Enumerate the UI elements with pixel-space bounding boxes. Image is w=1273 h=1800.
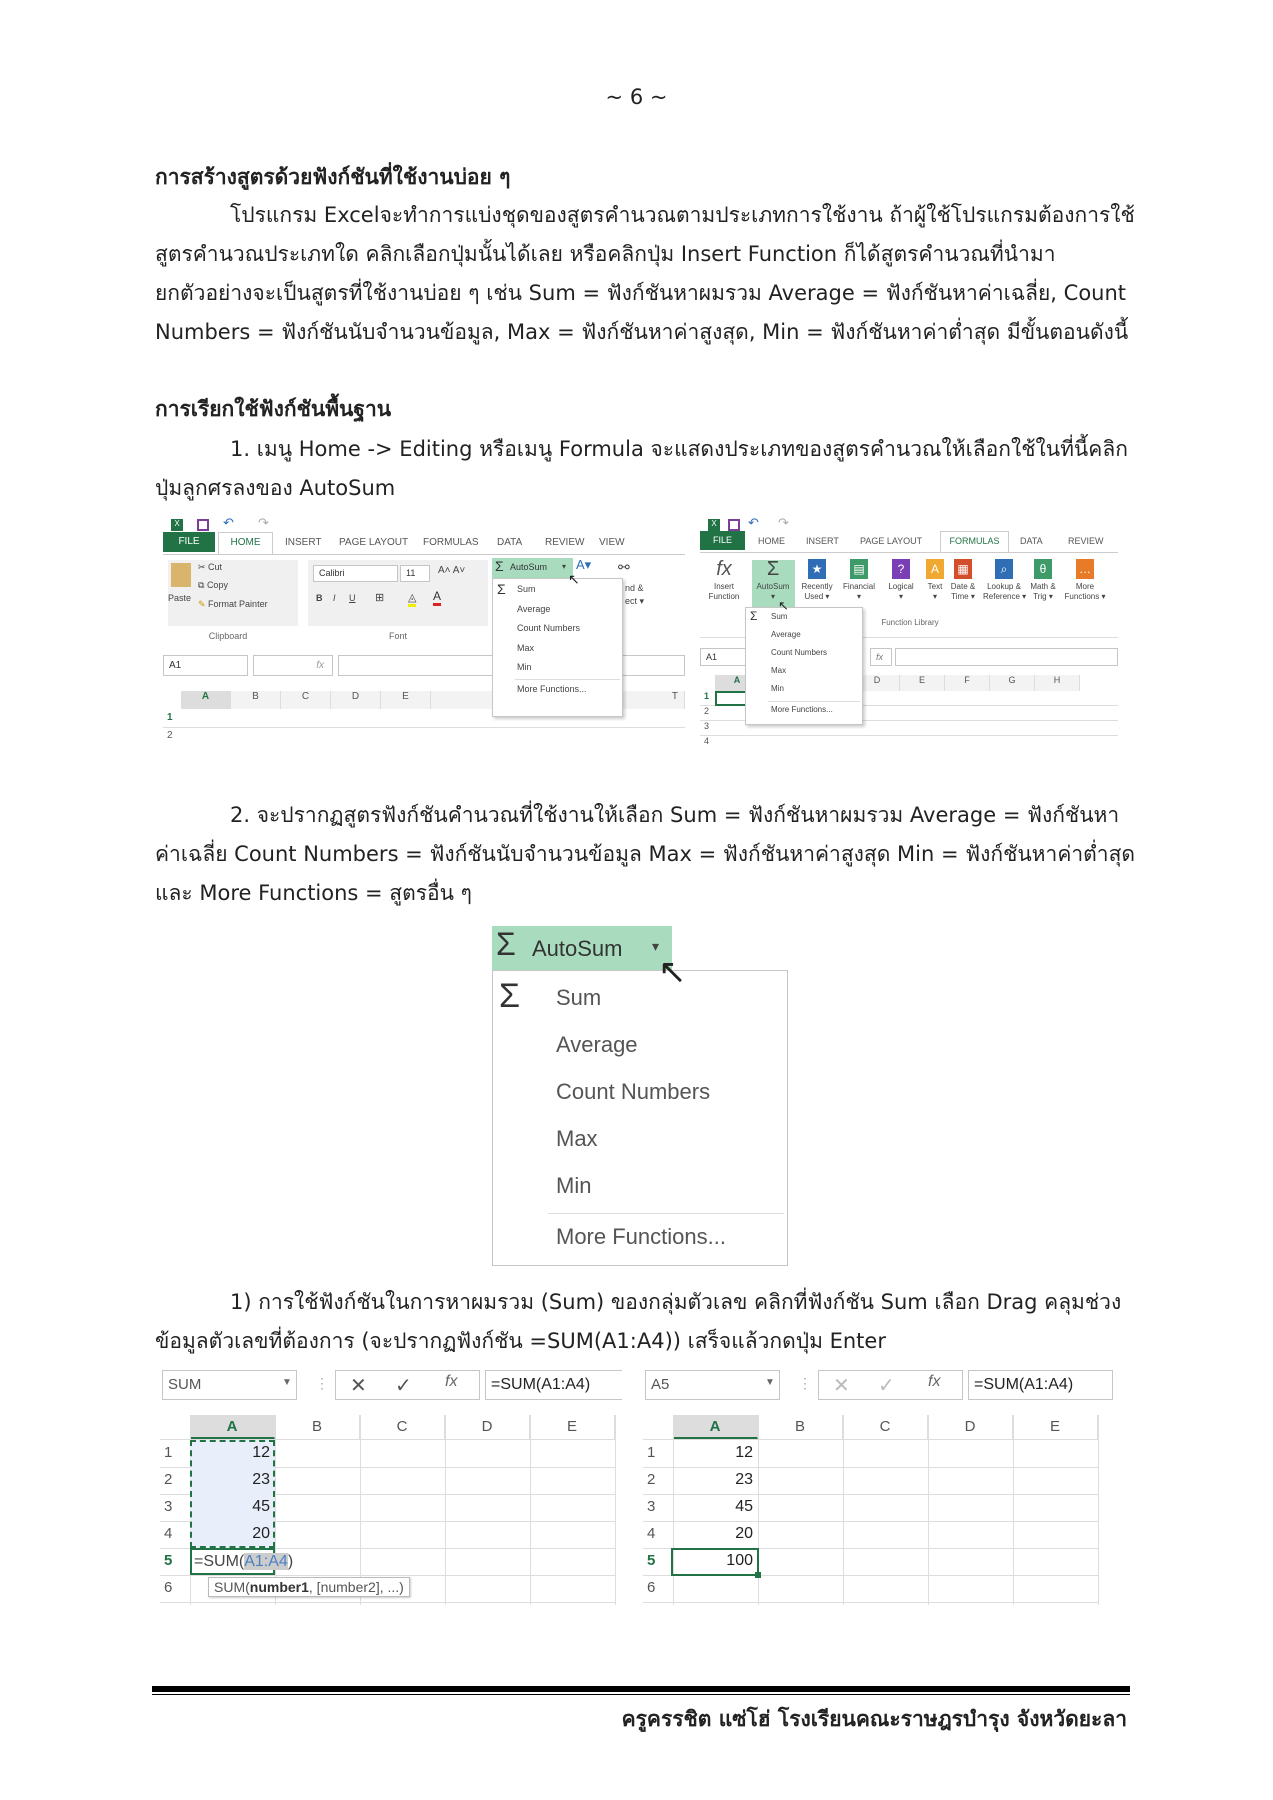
gridline (1013, 1415, 1014, 1605)
footer-author: ครูครรชิต แซ่โฮ่ โรงเรียนคณะราษฎรบำรุง จังหวัดยะลา (621, 1707, 1127, 1731)
enter-check-icon[interactable]: ✓ (395, 1375, 412, 1397)
paste-button[interactable]: Paste (168, 593, 192, 603)
autosum-label: AutoSum (510, 562, 548, 572)
menu-item-more-functions[interactable]: More Functions... (556, 1224, 726, 1249)
tab-insert[interactable]: INSERT (285, 537, 322, 548)
autosum-label: AutoSum (532, 936, 623, 961)
ribbon-button-financial[interactable] (838, 557, 880, 605)
button-label: Function (708, 592, 740, 601)
column-header[interactable]: A (190, 1415, 275, 1439)
format-painter-button[interactable] (198, 599, 268, 610)
column-header[interactable]: C (843, 1415, 928, 1439)
cell-value[interactable]: 100 (726, 1552, 753, 1569)
column-header[interactable]: A (715, 675, 760, 691)
undo-icon[interactable]: ↶ (748, 515, 759, 530)
function-category-icon: ▤ (850, 559, 868, 579)
chevron-down-icon[interactable]: ▼ (282, 1377, 292, 1388)
excel-logo-icon: X (708, 519, 720, 531)
function-category-icon: ? (892, 559, 910, 579)
ribbon-button-math[interactable] (1022, 557, 1064, 605)
button-label: Logical (888, 582, 914, 591)
gridline (643, 1467, 1098, 1468)
paragraph-line: 1) การใช้ฟังก์ชันในการหาผมรวม (Sum) ของกลุ่มตัวเลข คลิกที่ฟังก์ชัน Sum เลือก Drag คลุมช่วง (230, 1290, 1122, 1314)
ribbon-button-more[interactable] (1064, 557, 1106, 605)
column-header[interactable]: D (928, 1415, 1013, 1439)
button-label: Functions ▾ (1064, 592, 1106, 601)
tab-file[interactable]: FILE (700, 531, 745, 550)
tab-formulas[interactable]: FORMULAS (940, 531, 1009, 552)
save-icon[interactable] (197, 519, 209, 531)
scissors-icon: ✂ (198, 562, 209, 572)
formula-bar[interactable]: =SUM(A1:A4) (485, 1370, 622, 1400)
row-header[interactable]: 2 (704, 706, 710, 716)
column-header[interactable]: E (1013, 1415, 1098, 1439)
gridline (1098, 1415, 1099, 1605)
tooltip-text: SUM( (214, 1579, 250, 1595)
copy-label: Copy (206, 580, 228, 590)
column-header[interactable]: C (281, 691, 331, 709)
row-header[interactable]: 4 (704, 736, 710, 745)
button-label: Time ▾ (951, 592, 975, 601)
italic-button[interactable]: I (333, 593, 336, 603)
function-tooltip (208, 1577, 410, 1597)
cancel-icon[interactable]: ✕ (833, 1375, 850, 1397)
row-header[interactable]: 6 (164, 1579, 173, 1596)
grow-font-icon[interactable]: A˄ A˅ (438, 565, 466, 576)
button-label: ▾ (856, 592, 861, 601)
excel-logo-icon: X (171, 519, 183, 531)
autosum-button[interactable] (492, 558, 573, 578)
function-category-icon: ⌕ (995, 559, 1013, 579)
font-color-icon[interactable]: A (433, 589, 441, 606)
tab-page-layout[interactable]: PAGE LAYOUT (860, 536, 923, 546)
autosum-button[interactable] (492, 926, 672, 970)
row-header[interactable]: 6 (647, 1579, 656, 1596)
button-label: ▾ (770, 592, 775, 601)
paragraph-line: และ More Functions = สูตรอื่น ๆ (155, 881, 472, 905)
tab-home[interactable]: HOME (218, 532, 273, 554)
find-select-label: ect ▾ (625, 596, 645, 606)
ribbon-button-insert[interactable] (700, 557, 748, 605)
column-header[interactable]: E (900, 675, 945, 691)
fx-icon[interactable]: fx (445, 1373, 458, 1390)
copy-icon: ⧉ (198, 580, 207, 590)
row-header[interactable]: 2 (164, 1471, 173, 1488)
row-header[interactable]: 3 (647, 1498, 656, 1515)
menu-item-count-numbers[interactable]: Count Numbers (517, 623, 581, 633)
column-header[interactable]: T (431, 691, 685, 709)
format-painter-label: Format Painter (208, 599, 268, 609)
tab-review[interactable]: REVIEW (545, 537, 585, 548)
menu-item-average[interactable]: Average (771, 630, 801, 639)
cell-value[interactable]: 20 (252, 1525, 270, 1542)
excel-home-ribbon-screenshot (163, 515, 685, 745)
formula-bar[interactable]: =SUM(A1:A4) (968, 1370, 1113, 1400)
column-header[interactable]: E (530, 1415, 615, 1439)
cell-value[interactable]: 12 (252, 1444, 270, 1461)
editing-cell[interactable] (190, 1548, 294, 1575)
tab-file[interactable]: FILE (163, 532, 215, 552)
brush-icon: ✎ (198, 599, 209, 609)
column-header[interactable]: F (945, 675, 990, 691)
name-box[interactable]: A5 (645, 1370, 780, 1400)
column-header[interactable]: D (331, 691, 381, 709)
footer-rule (152, 1686, 1130, 1692)
button-label: ▾ (932, 592, 937, 601)
name-box[interactable]: A1 (163, 655, 248, 676)
function-category-icon: ▦ (954, 559, 972, 579)
menu-item-average[interactable]: Average (556, 1032, 638, 1057)
find-binoculars-icon[interactable]: ⚯ (618, 559, 630, 575)
paragraph-line: ค่าเฉลี่ย Count Numbers = ฟังก์ชันนับจำนวนข้อมูล Max = ฟังก์ชันหาค่าสูงสุด Min = ฟังก์ชันหาค่าต่ำสุด (155, 842, 1136, 866)
function-category-icon: fx (716, 558, 732, 580)
paragraph-line: ปุ่มลูกศรลงของ AutoSum (155, 476, 396, 500)
mouse-cursor-icon: ↖ (568, 571, 580, 587)
row-header[interactable]: 5 (164, 1552, 173, 1569)
sigma-icon: Σ (495, 558, 504, 574)
font-name-select[interactable]: Calibri (313, 565, 398, 582)
row-header[interactable]: 1 (164, 1444, 173, 1461)
button-label: Date & (950, 582, 976, 591)
paragraph-line: สูตรคำนวณประเภทใด คลิกเลือกปุ่มนั้นได้เลย หรือคลิกปุ่ม Insert Function ก็ได้สูตรคำนวณที่นำมา (155, 242, 1056, 266)
font-size-select[interactable]: 11 (400, 565, 430, 582)
row-header[interactable]: 5 (647, 1552, 656, 1569)
autosum-dropdown-menu (492, 578, 623, 717)
formula-text: =SUM( (194, 1553, 245, 1570)
sum-edit-sheet-screenshot (160, 1365, 622, 1610)
tab-formulas[interactable]: FORMULAS (423, 537, 479, 548)
cell-value[interactable]: 20 (735, 1525, 753, 1542)
paragraph-line: ยกตัวอย่างจะเป็นสูตรที่ใช้งานบ่อย ๆ เช่น Sum = ฟังก์ชันหาผมรวม Average = ฟังก์ชันหาค่าเฉลี่ย, Count (155, 281, 1127, 305)
tab-insert[interactable]: INSERT (806, 536, 839, 546)
sum-result-sheet-screenshot (643, 1365, 1115, 1610)
section-heading: การเรียกใช้ฟังก์ชันพื้นฐาน (155, 397, 392, 421)
gridline (928, 1415, 929, 1605)
column-header[interactable]: A (181, 691, 231, 709)
column-header[interactable]: B (231, 691, 281, 709)
footer-rule (152, 1694, 1130, 1695)
row-header[interactable]: 1 (167, 712, 173, 723)
cell-value[interactable]: 45 (735, 1498, 753, 1515)
fill-color-icon[interactable]: ◬ (408, 591, 416, 607)
column-header[interactable]: B (275, 1415, 360, 1439)
sigma-icon: Σ (499, 977, 521, 1015)
chevron-down-icon: ▾ (652, 938, 660, 954)
menu-item-min[interactable]: Min (517, 662, 532, 672)
gridline (843, 1415, 844, 1605)
column-header[interactable]: A (673, 1415, 758, 1439)
autosum-dropdown-menu (745, 607, 863, 725)
button-label: Reference ▾ (983, 592, 1027, 601)
menu-item-min[interactable]: Min (771, 684, 784, 693)
ribbon-button-date[interactable] (942, 557, 984, 605)
formula-text: ) (287, 1553, 294, 1570)
menu-item-max[interactable]: Max (556, 1126, 598, 1151)
mouse-cursor-icon: ↖ (778, 598, 789, 613)
row-header[interactable]: 3 (704, 721, 710, 731)
underline-button[interactable]: U (349, 593, 356, 603)
sigma-icon: Σ (750, 609, 758, 623)
tab-view[interactable]: VIEW (599, 537, 625, 548)
fill-handle[interactable] (755, 1572, 761, 1578)
gridline (530, 1415, 531, 1605)
gridline (643, 1521, 1098, 1522)
mouse-cursor-icon: ↖ (658, 953, 687, 991)
menu-item-max[interactable]: Max (517, 643, 535, 653)
page-number: ~ 6 ~ (605, 85, 668, 109)
tab-page-layout[interactable]: PAGE LAYOUT (339, 537, 409, 548)
paragraph-line: ข้อมูลตัวเลขที่ต้องการ (จะปรากฏฟังก์ชัน =SUM(A1:A4)) เสร็จแล้วกดปุ่ม Enter (155, 1329, 886, 1353)
tab-data[interactable]: DATA (1020, 536, 1043, 546)
button-label: Math & (1030, 582, 1056, 591)
active-cell[interactable] (671, 1548, 759, 1576)
group-label: Clipboard (208, 631, 248, 641)
fx-icon[interactable]: fx (253, 655, 333, 676)
tab-home[interactable]: HOME (758, 536, 785, 546)
menu-item-average[interactable]: Average (517, 604, 551, 614)
paragraph-line: Numbers = ฟังก์ชันนับจำนวนข้อมูล, Max = ฟังก์ชันหาค่าสูงสุด, Min = ฟังก์ชันหาค่าต่ำสุด มีขั้นตอนดังนี้ (155, 320, 1129, 344)
menu-item-count-numbers[interactable]: Count Numbers (771, 648, 828, 657)
menu-item-count-numbers[interactable]: Count Numbers (556, 1079, 711, 1104)
ribbon-button-lookup[interactable] (983, 557, 1025, 605)
button-label: ▾ (898, 592, 903, 601)
ribbon-button-recently[interactable] (796, 557, 838, 605)
gridline (643, 1494, 1098, 1495)
button-label: Lookup & (987, 582, 1021, 591)
name-box[interactable]: A1 (700, 648, 750, 666)
clear-icon[interactable]: A▾ (576, 557, 592, 572)
column-header[interactable]: C (360, 1415, 445, 1439)
separator-icon: ⋮ (798, 1375, 812, 1391)
row-header[interactable]: 1 (647, 1444, 656, 1461)
column-header[interactable]: B (758, 1415, 843, 1439)
cut-label: Cut (208, 562, 223, 572)
fx-icon[interactable]: fx (870, 648, 892, 666)
cut-button[interactable] (198, 562, 222, 573)
copy-button[interactable] (198, 580, 228, 591)
button-label: Recently (801, 582, 833, 591)
autosum-dropdown-menu (492, 970, 788, 1266)
gridline (445, 1415, 446, 1605)
chevron-down-icon[interactable]: ▼ (765, 1377, 775, 1388)
enter-check-icon[interactable]: ✓ (878, 1375, 895, 1397)
paragraph-line: 1. เมนู Home -> Editing หรือเมนู Formula จะแสดงประเภทของสูตรคำนวณให้เลือกใช้ในที่นี้คลิก (230, 437, 1128, 461)
autosum-menu-enlarged (488, 922, 793, 1270)
cancel-icon[interactable]: ✕ (350, 1375, 367, 1397)
gridline (643, 1439, 1098, 1440)
function-category-icon: ★ (808, 559, 826, 579)
function-category-icon: Σ (766, 558, 780, 580)
menu-item-more-functions[interactable]: More Functions... (771, 705, 833, 714)
gridline (160, 1602, 615, 1603)
gridline (160, 1575, 615, 1576)
tooltip-text: number1 (249, 1579, 309, 1595)
button-label: Insert (713, 582, 734, 591)
chevron-down-icon: ▾ (562, 562, 567, 571)
gridline (615, 1415, 616, 1605)
menu-item-min[interactable]: Min (556, 1173, 592, 1198)
column-header[interactable]: G (990, 675, 1035, 691)
formula-bar[interactable] (895, 648, 1118, 666)
fx-icon[interactable]: fx (928, 1373, 941, 1390)
borders-icon[interactable]: ⊞ (375, 592, 385, 604)
button-label: Trig ▾ (1033, 592, 1053, 601)
function-category-icon: A (926, 559, 944, 579)
find-select-label: nd & (625, 583, 644, 593)
group-label: Function Library (881, 618, 939, 627)
save-icon[interactable] (728, 519, 740, 531)
gridline (643, 1602, 1098, 1603)
sigma-icon: Σ (497, 581, 506, 597)
column-header[interactable]: H (1035, 675, 1080, 691)
button-label: Financial (842, 582, 875, 591)
group-label: Font (388, 631, 407, 641)
cell-value[interactable]: 12 (735, 1444, 753, 1461)
section-heading: การสร้างสูตรด้วยฟังก์ชันที่ใช้งานบ่อย ๆ (155, 165, 511, 189)
tooltip-text: , [number2], ...) (308, 1579, 404, 1595)
paragraph-line: 2. จะปรากฏสูตรฟังก์ชันคำนวณที่ใช้งานให้เลือก Sum = ฟังก์ชันหาผมรวม Average = ฟังก์ชันหา (230, 803, 1120, 827)
range-reference: A1:A4 (244, 1553, 288, 1570)
row-header[interactable]: 2 (647, 1471, 656, 1488)
function-category-icon: … (1076, 559, 1094, 579)
column-header[interactable]: D (855, 675, 900, 691)
separator-icon: ⋮ (315, 1375, 329, 1391)
button-label: Text (927, 582, 943, 591)
redo-icon[interactable]: ↷ (258, 515, 269, 530)
gridline (700, 735, 1118, 736)
button-label: More (1075, 582, 1095, 591)
row-header[interactable]: 2 (167, 730, 173, 741)
bold-button[interactable]: B (316, 593, 323, 603)
paste-icon (171, 563, 191, 587)
undo-icon[interactable]: ↶ (223, 515, 234, 530)
function-category-icon: θ (1034, 559, 1052, 579)
menu-item-more-functions[interactable]: More Functions... (517, 684, 587, 694)
menu-item-sum[interactable]: Sum (771, 612, 788, 621)
row-header[interactable]: 1 (704, 691, 710, 701)
button-label: Used ▾ (804, 592, 830, 601)
menu-item-sum[interactable]: Sum (517, 584, 536, 594)
sigma-icon: Σ (496, 926, 516, 962)
button-label: AutoSum (756, 582, 790, 591)
menu-item-max[interactable]: Max (771, 666, 787, 675)
column-header[interactable]: E (381, 691, 431, 709)
menu-item-sum[interactable]: Sum (556, 985, 602, 1010)
tab-review[interactable]: REVIEW (1068, 536, 1104, 546)
column-header[interactable]: D (445, 1415, 530, 1439)
cell-value[interactable]: 23 (735, 1471, 753, 1488)
row-header[interactable]: 4 (164, 1525, 173, 1542)
cell-value[interactable]: 23 (252, 1471, 270, 1488)
row-header[interactable]: 3 (164, 1498, 173, 1515)
name-box[interactable]: SUM (162, 1370, 297, 1400)
row-header[interactable]: 4 (647, 1525, 656, 1542)
cell-value[interactable]: 45 (252, 1498, 270, 1515)
excel-formulas-ribbon-screenshot (700, 515, 1118, 745)
paragraph-line: โปรแกรม Excelจะทำการแบ่งชุดของสูตรคำนวณตามประเภทการใช้งาน ถ้าผู้ใช้โปรแกรมต้องการใช้ (230, 203, 1135, 227)
tab-data[interactable]: DATA (497, 537, 523, 548)
redo-icon[interactable]: ↷ (778, 515, 789, 530)
